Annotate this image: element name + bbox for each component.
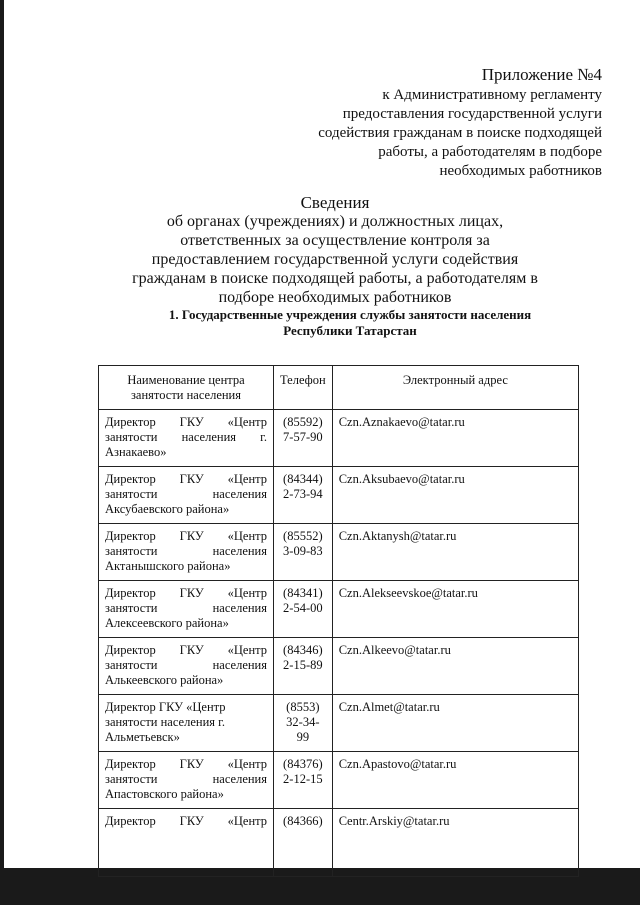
center-name: Директор ГКУ «Центр занятости населения Апастовского района» (99, 752, 274, 809)
appendix-line: к Административному регламенту (382, 87, 602, 103)
heading-title: Сведения (300, 193, 370, 212)
table-row (99, 638, 579, 695)
center-name: Директор ГКУ «Центр занятости населения Актанышского района» (99, 524, 274, 581)
center-phone: (84341) 2-54-00 (274, 581, 333, 638)
center-email: Czn.Aktanysh@tatar.ru (332, 524, 578, 581)
scan-edge-left (0, 0, 4, 905)
center-name: Директор ГКУ «Центр занятости населения Алькеевского района» (99, 638, 274, 695)
appendix-line: предоставления государственной услуги (342, 106, 602, 122)
center-phone: (84344) 2-73-94 (274, 467, 333, 524)
appendix-line: необходимых работников (439, 163, 602, 179)
heading-line: гражданам в поиске подходящей работы, а работодателям в (132, 270, 538, 287)
table-row (99, 524, 579, 581)
center-email: Czn.Apastovo@tatar.ru (332, 752, 578, 809)
appendix-title: Приложение №4 (481, 65, 602, 84)
center-phone: (85552) 3-09-83 (274, 524, 333, 581)
appendix-block (318, 64, 602, 181)
table-row (99, 752, 579, 809)
heading-line: ответственных за осуществление контроля за (180, 232, 490, 249)
document-heading (110, 193, 560, 307)
heading-line: предоставлением государственной услуги содействия (151, 251, 519, 268)
appendix-line: работы, а работодателям в подборе (378, 144, 602, 160)
center-email: Czn.Alekseevskoe@tatar.ru (332, 581, 578, 638)
center-email: Czn.Almet@tatar.ru (332, 695, 578, 752)
table-row (99, 695, 579, 752)
table-header-row (99, 366, 579, 410)
center-email: Czn.Alkeevo@tatar.ru (332, 638, 578, 695)
center-phone: (8553) 32-34-99 (274, 695, 333, 752)
center-name: Директор ГКУ «Центр занятости населения г. Азнакаево» (99, 410, 274, 467)
section-title (150, 307, 550, 339)
section-title-line: 1. Государственные учреждения службы занятости населения (168, 307, 532, 322)
section-title-line: Республики Татарстан (283, 323, 417, 338)
table-row (99, 467, 579, 524)
header-email: Электронный адрес (332, 366, 578, 410)
center-name: Директор ГКУ «Центр (99, 809, 274, 877)
table-row (99, 581, 579, 638)
center-phone: (84376) 2-12-15 (274, 752, 333, 809)
center-phone: (84366) (274, 809, 333, 877)
appendix-line: содействия гражданам в поиске подходящей (318, 125, 602, 141)
table-row (99, 410, 579, 467)
heading-line: об органах (учреждениях) и должностных лицах, (166, 213, 504, 230)
header-phone: Телефон (274, 366, 333, 410)
center-email: Centr.Arskiy@tatar.ru (332, 809, 578, 877)
table-row (99, 809, 579, 877)
center-phone: (84346) 2-15-89 (274, 638, 333, 695)
center-email: Czn.Aznakaevo@tatar.ru (332, 410, 578, 467)
heading-line: подборе необходимых работников (218, 289, 452, 306)
center-email: Czn.Aksubaevo@tatar.ru (332, 467, 578, 524)
employment-centers-table (98, 365, 579, 877)
header-name: Наименование центра занятости населения (99, 366, 274, 410)
center-name: Директор ГКУ «Центр занятости населения Аксубаевского района» (99, 467, 274, 524)
center-name: Директор ГКУ «Центр занятости населения г. Альметьевск» (99, 695, 274, 752)
center-phone: (85592) 7-57-90 (274, 410, 333, 467)
center-name: Директор ГКУ «Центр занятости населения Алексеевского района» (99, 581, 274, 638)
